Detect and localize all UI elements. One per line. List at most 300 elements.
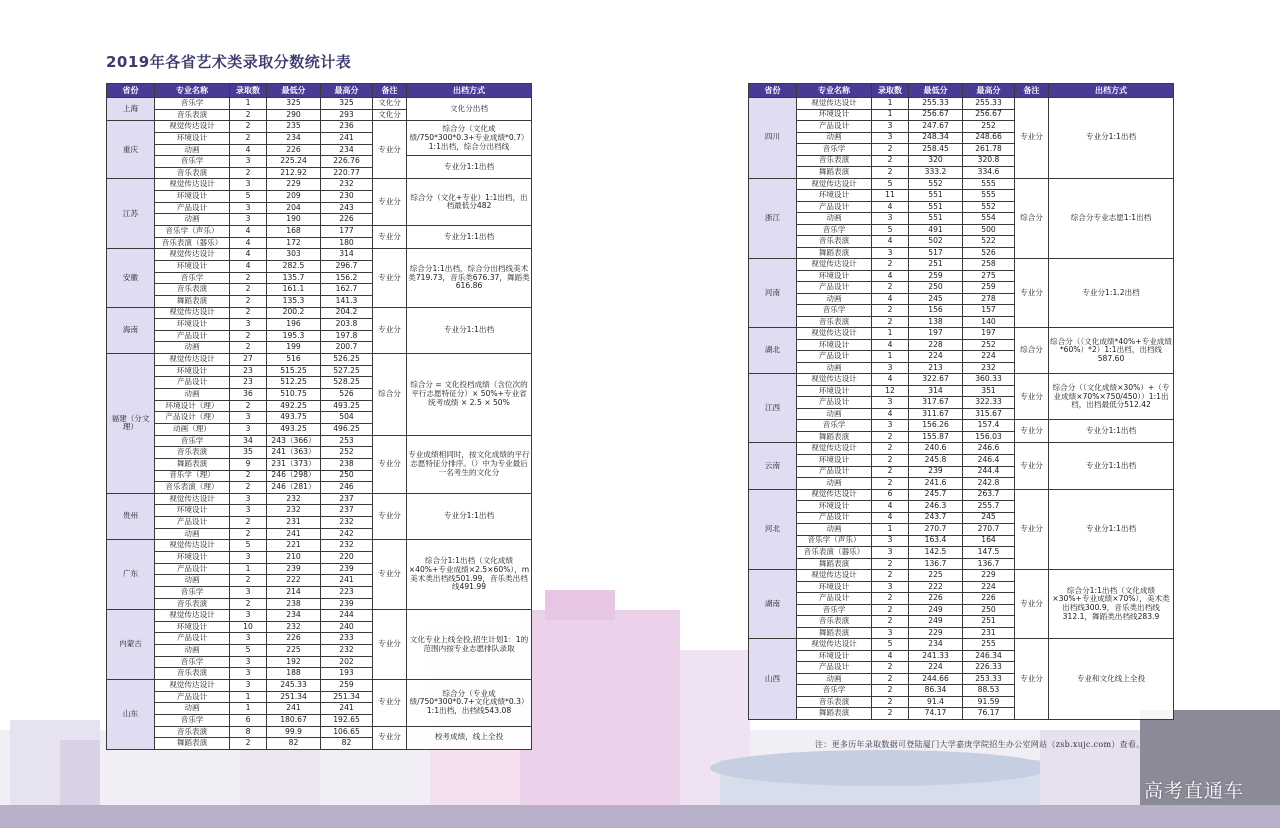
max-score-cell: 278 [963, 293, 1015, 305]
max-score-cell: 496.25 [321, 423, 373, 435]
max-score-cell: 241 [321, 132, 373, 144]
major-cell: 视觉传达设计 [797, 98, 872, 110]
admitted-count-cell: 8 [230, 726, 267, 738]
major-cell: 音乐学（声乐） [797, 535, 872, 547]
major-cell: 动画 [797, 408, 872, 420]
max-score-cell: 242.8 [963, 478, 1015, 490]
admitted-count-cell: 12 [872, 385, 909, 397]
major-cell: 环境设计 [155, 260, 230, 272]
admitted-count-cell: 2 [230, 284, 267, 296]
min-score-cell: 241 [267, 703, 321, 715]
admitted-count-cell: 1 [872, 524, 909, 536]
min-score-cell: 243.7 [909, 512, 963, 524]
min-score-cell: 210 [267, 551, 321, 563]
admitted-count-cell: 2 [872, 604, 909, 616]
admitted-count-cell: 5 [230, 645, 267, 657]
admitted-count-cell: 3 [230, 493, 267, 505]
admitted-count-cell: 4 [872, 270, 909, 282]
table-row [107, 610, 532, 622]
admitted-count-cell: 3 [872, 535, 909, 547]
max-score-cell: 203.8 [321, 319, 373, 331]
min-score-cell: 492.25 [267, 400, 321, 412]
admission-method-cell: 综合分（（文化成绩*40%+专业成绩*60%）*2）1:1出档，出档线587.60 [1049, 328, 1174, 374]
max-score-cell: 314 [321, 249, 373, 261]
major-cell: 产品设计（理） [155, 412, 230, 424]
admitted-count-cell: 4 [872, 293, 909, 305]
major-cell: 音乐学 [797, 224, 872, 236]
major-cell: 舞蹈表演 [155, 295, 230, 307]
table-row [107, 540, 532, 552]
min-score-cell: 99.9 [267, 726, 321, 738]
max-score-cell: 246.6 [963, 443, 1015, 455]
min-score-cell: 516 [267, 354, 321, 366]
admitted-count-cell: 5 [872, 639, 909, 651]
remark-cell: 专业分 [1015, 443, 1049, 489]
max-score-cell: 555 [963, 178, 1015, 190]
max-score-cell: 251.34 [321, 691, 373, 703]
table-header-row [749, 84, 1174, 98]
min-score-cell: 256.67 [909, 109, 963, 121]
header-max-score: 最高分 [321, 84, 373, 98]
header-admitted: 录取数 [230, 84, 267, 98]
min-score-cell: 138 [909, 316, 963, 328]
admitted-count-cell: 5 [872, 224, 909, 236]
min-score-cell: 259 [909, 270, 963, 282]
min-score-cell: 136.7 [909, 558, 963, 570]
max-score-cell: 522 [963, 236, 1015, 248]
max-score-cell: 255.7 [963, 501, 1015, 513]
min-score-cell: 311.67 [909, 408, 963, 420]
major-cell: 动画 [155, 389, 230, 401]
max-score-cell: 528.25 [321, 377, 373, 389]
table-row [107, 226, 532, 238]
remark-cell: 专业分 [1015, 374, 1049, 420]
min-score-cell: 251 [909, 259, 963, 271]
admitted-count-cell: 2 [872, 282, 909, 294]
max-score-cell: 253.33 [963, 673, 1015, 685]
province-cell: 河南 [749, 259, 797, 328]
min-score-cell: 314 [909, 385, 963, 397]
major-cell: 动画 [155, 144, 230, 156]
max-score-cell: 259 [321, 680, 373, 692]
min-score-cell: 241（363） [267, 447, 321, 459]
min-score-cell: 244.66 [909, 673, 963, 685]
max-score-cell: 239 [321, 598, 373, 610]
remark-cell: 综合分 [1015, 178, 1049, 259]
major-cell: 动画（理） [155, 423, 230, 435]
major-cell: 音乐表演 [155, 447, 230, 459]
min-score-cell: 320 [909, 155, 963, 167]
major-cell: 动画 [797, 478, 872, 490]
max-score-cell: 322.33 [963, 397, 1015, 409]
admission-method-cell: 专业和文化线上全投 [1049, 639, 1174, 720]
major-cell: 环境设计 [797, 454, 872, 466]
min-score-cell: 226 [267, 633, 321, 645]
major-cell: 视觉传达设计 [797, 178, 872, 190]
major-cell: 音乐学（理） [155, 470, 230, 482]
admitted-count-cell: 4 [230, 237, 267, 249]
major-cell: 动画 [155, 645, 230, 657]
province-cell: 云南 [749, 443, 797, 489]
max-score-cell: 147.5 [963, 547, 1015, 559]
max-score-cell: 552 [963, 201, 1015, 213]
remark-cell: 专业分 [1015, 570, 1049, 639]
major-cell: 音乐表演（器乐） [797, 547, 872, 559]
major-cell: 视觉传达设计 [155, 179, 230, 191]
admitted-count-cell: 2 [230, 400, 267, 412]
remark-cell: 专业分 [373, 540, 407, 610]
max-score-cell: 237 [321, 493, 373, 505]
min-score-cell: 228 [909, 339, 963, 351]
major-cell: 产品设计 [797, 201, 872, 213]
major-cell: 音乐表演 [155, 109, 230, 121]
remark-cell: 文化分 [373, 109, 407, 121]
province-cell: 浙江 [749, 178, 797, 259]
max-score-cell: 234 [321, 144, 373, 156]
max-score-cell: 504 [321, 412, 373, 424]
major-cell: 音乐表演 [155, 668, 230, 680]
max-score-cell: 296.7 [321, 260, 373, 272]
table-row [107, 354, 532, 366]
admitted-count-cell: 3 [872, 627, 909, 639]
admitted-count-cell: 3 [230, 179, 267, 191]
major-cell: 舞蹈表演 [797, 558, 872, 570]
province-cell: 内蒙古 [107, 610, 155, 680]
table-row [749, 443, 1174, 455]
major-cell: 音乐表演 [797, 616, 872, 628]
admitted-count-cell: 2 [872, 144, 909, 156]
min-score-cell: 135.7 [267, 272, 321, 284]
admitted-count-cell: 6 [872, 489, 909, 501]
min-score-cell: 245.8 [909, 454, 963, 466]
max-score-cell: 136.7 [963, 558, 1015, 570]
admitted-count-cell: 2 [230, 121, 267, 133]
admitted-count-cell: 4 [872, 650, 909, 662]
admission-method-cell: 文化分出档 [407, 98, 532, 121]
admission-method-cell: 综合分1:1出档（文化成绩×30%+专业成绩×70%），美术类出档线300.9，音乐类出档线312.1，舞蹈类出档线283.9 [1049, 570, 1174, 639]
remark-cell: 专业分 [373, 493, 407, 540]
major-cell: 视觉传达设计 [155, 249, 230, 261]
max-score-cell: 245 [963, 512, 1015, 524]
max-score-cell: 220 [321, 551, 373, 563]
min-score-cell: 248.34 [909, 132, 963, 144]
min-score-cell: 325 [267, 98, 321, 110]
max-score-cell: 202 [321, 656, 373, 668]
admission-method-cell: 综合分（专业成绩/750*300*0.7+文化成绩*0.3）1:1出档，出档线543.08 [407, 680, 532, 727]
major-cell: 产品设计 [797, 512, 872, 524]
min-score-cell: 197 [909, 328, 963, 340]
max-score-cell: 526 [321, 389, 373, 401]
major-cell: 音乐学 [797, 305, 872, 317]
major-cell: 动画 [797, 132, 872, 144]
min-score-cell: 234 [267, 132, 321, 144]
remark-cell: 专业分 [373, 435, 407, 493]
max-score-cell: 88.53 [963, 685, 1015, 697]
table-row [749, 178, 1174, 190]
admitted-count-cell: 23 [230, 377, 267, 389]
min-score-cell: 222 [909, 581, 963, 593]
max-score-cell: 76.17 [963, 708, 1015, 720]
min-score-cell: 239 [909, 466, 963, 478]
admitted-count-cell: 1 [230, 703, 267, 715]
major-cell: 音乐学 [797, 685, 872, 697]
max-score-cell: 351 [963, 385, 1015, 397]
max-score-cell: 204.2 [321, 307, 373, 319]
major-cell: 产品设计 [797, 121, 872, 133]
admitted-count-cell: 34 [230, 435, 267, 447]
min-score-cell: 82 [267, 738, 321, 750]
province-cell: 湖北 [749, 328, 797, 374]
min-score-cell: 135.3 [267, 295, 321, 307]
max-score-cell: 229 [963, 570, 1015, 582]
major-cell: 动画 [797, 524, 872, 536]
major-cell: 动画 [797, 362, 872, 374]
province-cell: 江西 [749, 374, 797, 443]
major-cell: 舞蹈表演 [155, 458, 230, 470]
admitted-count-cell: 2 [872, 259, 909, 271]
admitted-count-cell: 2 [872, 673, 909, 685]
major-cell: 动画 [155, 528, 230, 540]
max-score-cell: 106.65 [321, 726, 373, 738]
admitted-count-cell: 2 [872, 685, 909, 697]
admitted-count-cell: 1 [872, 328, 909, 340]
admission-method-cell: 专业分1:1出档 [407, 226, 532, 249]
footnote: 注：更多历年录取数据可登陆厦门大学嘉庚学院招生办公室网站（zsb.xujc.com）查看。 [815, 740, 1145, 749]
admitted-count-cell: 3 [230, 656, 267, 668]
province-cell: 贵州 [107, 493, 155, 540]
max-score-cell: 82 [321, 738, 373, 750]
admitted-count-cell: 3 [872, 247, 909, 259]
max-score-cell: 197 [963, 328, 1015, 340]
province-cell: 江苏 [107, 179, 155, 249]
admitted-count-cell: 4 [872, 408, 909, 420]
max-score-cell: 250 [963, 604, 1015, 616]
max-score-cell: 320.8 [963, 155, 1015, 167]
admitted-count-cell: 3 [230, 319, 267, 331]
header-min-score: 最低分 [909, 84, 963, 98]
major-cell: 音乐学 [155, 435, 230, 447]
max-score-cell: 526 [963, 247, 1015, 259]
min-score-cell: 190 [267, 214, 321, 226]
min-score-cell: 209 [267, 191, 321, 203]
remark-cell: 专业分 [373, 680, 407, 727]
major-cell: 音乐表演 [797, 155, 872, 167]
min-score-cell: 240.6 [909, 443, 963, 455]
major-cell: 环境设计 [155, 319, 230, 331]
min-score-cell: 282.5 [267, 260, 321, 272]
admitted-count-cell: 2 [230, 109, 267, 121]
table-row [107, 435, 532, 447]
major-cell: 环境设计 [155, 191, 230, 203]
admitted-count-cell: 2 [230, 307, 267, 319]
major-cell: 音乐学 [797, 420, 872, 432]
major-cell: 舞蹈表演 [155, 738, 230, 750]
min-score-cell: 231（373） [267, 458, 321, 470]
table-row [107, 179, 532, 191]
max-score-cell: 258 [963, 259, 1015, 271]
major-cell: 音乐表演 [797, 316, 872, 328]
province-cell: 山西 [749, 639, 797, 720]
max-score-cell: 493.25 [321, 400, 373, 412]
min-score-cell: 91.4 [909, 696, 963, 708]
min-score-cell: 192 [267, 656, 321, 668]
min-score-cell: 551 [909, 190, 963, 202]
province-cell: 山东 [107, 680, 155, 750]
province-cell: 广东 [107, 540, 155, 610]
min-score-cell: 246（281） [267, 482, 321, 494]
major-cell: 音乐学 [155, 714, 230, 726]
admitted-count-cell: 2 [230, 295, 267, 307]
admission-method-cell: 综合分1:1出档（文化成绩×40%+专业成绩×2.5×60%），m美术类出档线501.99，音乐类出档线491.99 [407, 540, 532, 610]
admitted-count-cell: 2 [872, 466, 909, 478]
max-score-cell: 526.25 [321, 354, 373, 366]
min-score-cell: 303 [267, 249, 321, 261]
max-score-cell: 226 [963, 593, 1015, 605]
major-cell: 视觉传达设计 [797, 443, 872, 455]
major-cell: 环境设计 [797, 385, 872, 397]
max-score-cell: 141.3 [321, 295, 373, 307]
admitted-count-cell: 3 [230, 668, 267, 680]
remark-cell: 专业分 [1015, 259, 1049, 328]
min-score-cell: 212.92 [267, 167, 321, 179]
table-row [107, 680, 532, 692]
max-score-cell: 233 [321, 633, 373, 645]
major-cell: 视觉传达设计 [797, 570, 872, 582]
admitted-count-cell: 2 [230, 167, 267, 179]
min-score-cell: 258.45 [909, 144, 963, 156]
max-score-cell: 180 [321, 237, 373, 249]
max-score-cell: 237 [321, 505, 373, 517]
min-score-cell: 232 [267, 621, 321, 633]
admission-method-cell: 校考成绩，线上全投 [407, 726, 532, 749]
max-score-cell: 236 [321, 121, 373, 133]
province-cell: 四川 [749, 98, 797, 179]
admitted-count-cell: 3 [230, 156, 267, 168]
score-table-left [106, 83, 532, 750]
min-score-cell: 156.26 [909, 420, 963, 432]
max-score-cell: 252 [963, 339, 1015, 351]
table-row [107, 307, 532, 319]
major-cell: 音乐表演（理） [155, 482, 230, 494]
major-cell: 视觉传达设计 [797, 259, 872, 271]
admitted-count-cell: 2 [872, 167, 909, 179]
max-score-cell: 220.77 [321, 167, 373, 179]
max-score-cell: 164 [963, 535, 1015, 547]
min-score-cell: 241 [267, 528, 321, 540]
min-score-cell: 225 [909, 570, 963, 582]
major-cell: 环境设计 [155, 505, 230, 517]
major-cell: 动画 [155, 703, 230, 715]
admitted-count-cell: 4 [872, 501, 909, 513]
max-score-cell: 261.78 [963, 144, 1015, 156]
header-major: 专业名称 [797, 84, 872, 98]
min-score-cell: 214 [267, 586, 321, 598]
max-score-cell: 334.6 [963, 167, 1015, 179]
max-score-cell: 91.59 [963, 696, 1015, 708]
major-cell: 产品设计 [155, 563, 230, 575]
max-score-cell: 162.7 [321, 284, 373, 296]
min-score-cell: 246.3 [909, 501, 963, 513]
min-score-cell: 224 [909, 351, 963, 363]
major-cell: 视觉传达设计 [797, 374, 872, 386]
min-score-cell: 515.25 [267, 365, 321, 377]
max-score-cell: 246.4 [963, 454, 1015, 466]
header-province: 省份 [107, 84, 155, 98]
major-cell: 视觉传达设计 [155, 540, 230, 552]
major-cell: 音乐学 [155, 156, 230, 168]
admitted-count-cell: 2 [230, 330, 267, 342]
min-score-cell: 251.34 [267, 691, 321, 703]
admitted-count-cell: 2 [872, 616, 909, 628]
min-score-cell: 517 [909, 247, 963, 259]
max-score-cell: 200.7 [321, 342, 373, 354]
min-score-cell: 231 [267, 517, 321, 529]
major-cell: 舞蹈表演 [797, 167, 872, 179]
max-score-cell: 240 [321, 621, 373, 633]
max-score-cell: 244.4 [963, 466, 1015, 478]
major-cell: 视觉传达设计 [797, 489, 872, 501]
admitted-count-cell: 2 [872, 593, 909, 605]
major-cell: 环境设计 [797, 650, 872, 662]
max-score-cell: 244 [321, 610, 373, 622]
min-score-cell: 290 [267, 109, 321, 121]
admitted-count-cell: 2 [230, 482, 267, 494]
min-score-cell: 510.75 [267, 389, 321, 401]
major-cell: 动画 [155, 575, 230, 587]
major-cell: 视觉传达设计 [155, 121, 230, 133]
table-row [107, 726, 532, 738]
min-score-cell: 241.33 [909, 650, 963, 662]
admitted-count-cell: 27 [230, 354, 267, 366]
remark-cell: 专业分 [1015, 489, 1049, 570]
admitted-count-cell: 2 [872, 155, 909, 167]
admitted-count-cell: 2 [230, 528, 267, 540]
admission-method-cell: 专业分1:1出档 [407, 156, 532, 179]
admitted-count-cell: 1 [872, 351, 909, 363]
major-cell: 产品设计 [155, 633, 230, 645]
max-score-cell: 325 [321, 98, 373, 110]
major-cell: 产品设计 [797, 662, 872, 674]
max-score-cell: 293 [321, 109, 373, 121]
admitted-count-cell: 3 [230, 586, 267, 598]
admitted-count-cell: 2 [230, 470, 267, 482]
admitted-count-cell: 3 [230, 680, 267, 692]
admitted-count-cell: 10 [230, 621, 267, 633]
table-row [107, 249, 532, 261]
admitted-count-cell: 36 [230, 389, 267, 401]
admission-method-cell: 专业分1:1出档 [407, 307, 532, 354]
min-score-cell: 493.75 [267, 412, 321, 424]
header-remark: 备注 [1015, 84, 1049, 98]
max-score-cell: 527.25 [321, 365, 373, 377]
max-score-cell: 232 [321, 179, 373, 191]
remark-cell: 专业分 [373, 249, 407, 307]
max-score-cell: 230 [321, 191, 373, 203]
admission-method-cell: 专业分1:1出档 [407, 493, 532, 540]
major-cell: 视觉传达设计 [797, 639, 872, 651]
min-score-cell: 551 [909, 213, 963, 225]
min-score-cell: 247.67 [909, 121, 963, 133]
max-score-cell: 243 [321, 202, 373, 214]
max-score-cell: 232 [321, 645, 373, 657]
major-cell: 环境设计 [155, 551, 230, 563]
min-score-cell: 250 [909, 282, 963, 294]
min-score-cell: 225 [267, 645, 321, 657]
max-score-cell: 241 [321, 703, 373, 715]
min-score-cell: 86.34 [909, 685, 963, 697]
major-cell: 舞蹈表演 [797, 431, 872, 443]
table-row [749, 420, 1174, 432]
